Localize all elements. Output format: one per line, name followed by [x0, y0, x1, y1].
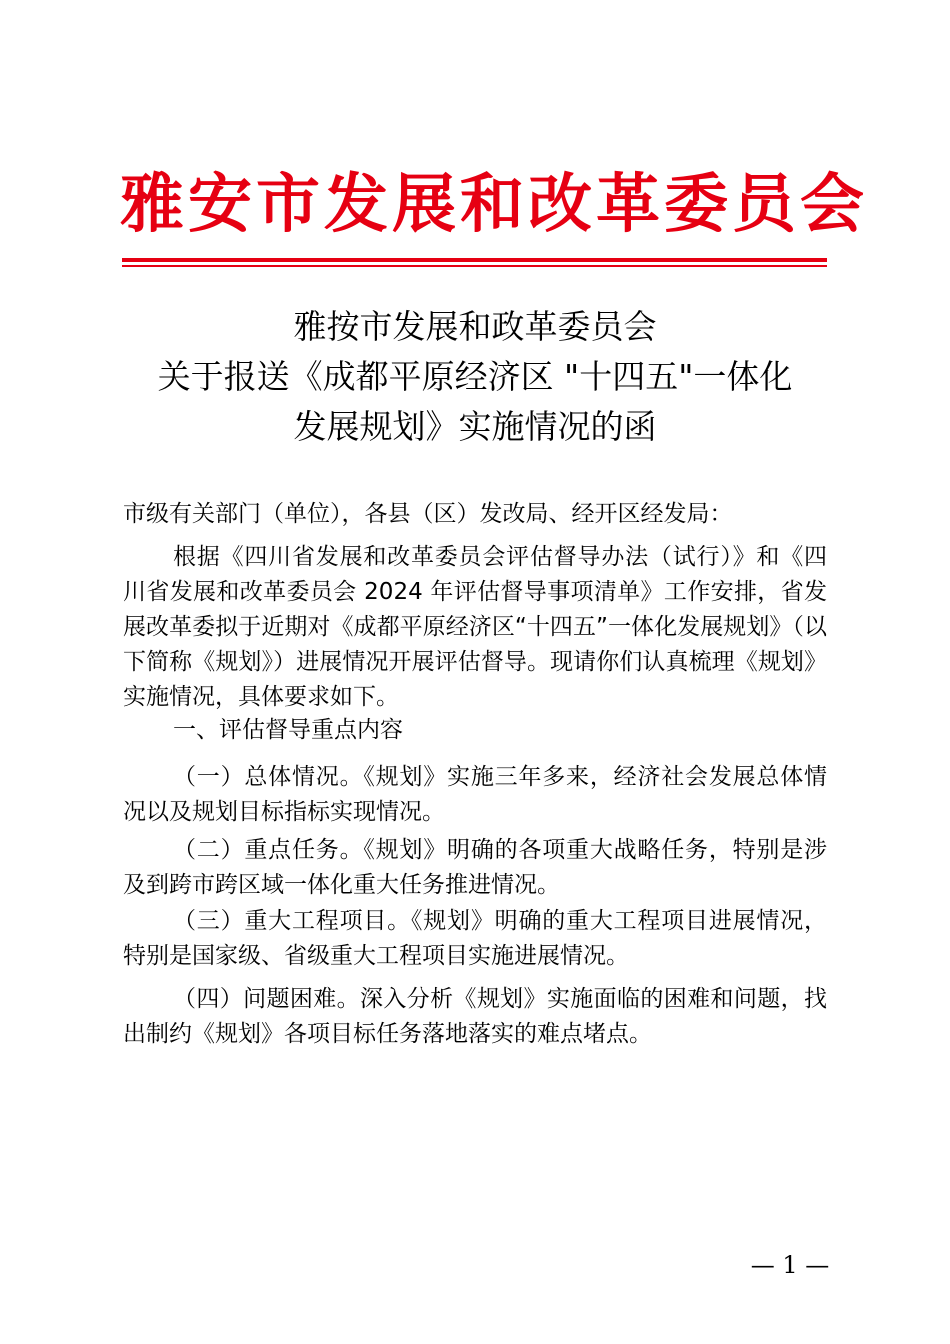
letterhead-divider-thick	[122, 258, 827, 262]
paragraph-basis: 根据《四川省发展和改革委员会评估督导办法（试行）》和《四川省发展和改革委员会 2024 年评估督导事项清单》工作安排，省发展改革委拟于近期对《成都平原经济区“十四五”一体化发展规划》（以下简称《规划》）进展情况开展评估督导。现请你们认真梳理《规划》实施情况，具体要求如下。	[123, 544, 827, 710]
title-line-3: 发展规划》实施情况的函	[293, 407, 657, 446]
letterhead-org-name: 雅安市发展和改革委员会	[120, 167, 868, 242]
paragraph-item-1: （一）总体情况。《规划》实施三年多来，经济社会发展总体情况以及规划目标指标实现情况。	[123, 764, 827, 825]
section-heading: 一、评估督导重点内容	[173, 717, 403, 743]
title-line-2: 关于报送《成都平原经济区 "十四五"一体化	[157, 357, 793, 396]
letterhead-divider-thin	[122, 265, 827, 267]
paragraph-item-3: （三）重大工程项目。《规划》明确的重大工程项目进展情况，特别是国家级、省级重大工程项目实施进展情况。	[123, 908, 827, 969]
salutation: 市级有关部门（单位），各县（区）发改局、经开区经发局：	[123, 501, 733, 527]
paragraph-item-4: （四）问题困难。深入分析《规划》实施面临的困难和问题，找出制约《规划》各项目标任务落地落实的难点堵点。	[123, 986, 827, 1047]
document-title	[100, 302, 850, 452]
page-number: — 1 —	[750, 1251, 830, 1279]
title-line-1: 雅按市发展和政革委员会	[293, 307, 657, 346]
paragraph-item-2: （二）重点任务。《规划》明确的各项重大战略任务，特别是涉及到跨市跨区域一体化重大任务推进情况。	[123, 837, 827, 898]
